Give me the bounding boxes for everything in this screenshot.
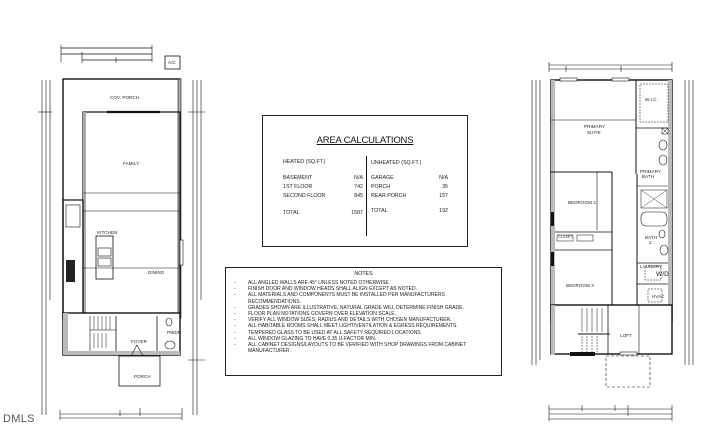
note-item: - VERIFY ALL WINDOW SIZES, RADIUS AND DETAILS WITH CHOSEN MANUFACTURER. — [234, 317, 496, 323]
room-label-dining: DINING — [148, 270, 165, 275]
room-label-wd: W/D — [656, 271, 669, 278]
room-label-bedroom-3: BEDROOM 3 — [566, 283, 594, 288]
room-label-closet: CLOSET — [558, 235, 573, 239]
notes-list — [234, 280, 496, 354]
room-label-laundry: LAUNDRY — [640, 264, 663, 269]
notes-title: NOTES — [354, 271, 373, 277]
note-item: - ALL CABINET DESIGNS/LAYOUTS TO BE VERIFIED WITH SHOP DRAWINGS FROM CABINET MANUFACTURER. — [234, 342, 496, 354]
heated-row-value: 742 — [354, 184, 363, 190]
heated-total-label: TOTAL — [283, 210, 300, 216]
room-label-hvac: HVAC — [652, 294, 665, 299]
note-item: - ALL ANGLED WALLS ARE 45° UNLESS NOTED OTHERWISE. — [234, 280, 496, 286]
note-item: - ALL HABITABLE ROOMS SHALL MEET LIGHT/VENTILATION & EGRESS REQUIREMENTS. — [234, 323, 496, 329]
unheated-row-label: REAR PORCH — [371, 193, 407, 199]
room-label-ac: A/C — [168, 60, 176, 65]
notes-panel — [225, 267, 502, 376]
area-calculations-title: AREA CALCULATIONS — [316, 135, 414, 146]
room-label-family: FAMILY — [123, 161, 140, 166]
room-label-primary-bath-2: BATH — [642, 174, 655, 179]
unheated-row-value: 157 — [439, 193, 448, 199]
heated-row-label: 1ST FLOOR — [283, 184, 313, 190]
room-label-primary-bath: PRIMARY — [640, 169, 662, 174]
room-label-porch: PORCH — [134, 374, 151, 379]
unheated-row-label: PORCH — [371, 184, 391, 190]
heated-row-label: BASEMENT — [283, 175, 313, 181]
unheated-total-value: 192 — [439, 208, 448, 214]
dmls-watermark: DMLS — [3, 413, 35, 425]
note-item: - ALL WINDOW GLAZING TO HAVE 0.35 U-FACTOR MIN. — [234, 336, 496, 342]
area-calculations-panel — [262, 115, 468, 247]
room-label-kitchen: KITCHEN — [97, 230, 118, 235]
note-item: - GRADES SHOWN ARE ILLUSTRATIVE, NATURAL GRADE WILL DETERMINE FINISH GRADE. — [234, 305, 496, 311]
room-label-powder: PWDR — [167, 330, 182, 335]
unheated-header: UNHEATED (SQ.FT.) — [371, 160, 422, 166]
unheated-row-label: GARAGE — [371, 175, 394, 181]
unheated-row-value: 35 — [442, 184, 448, 190]
note-item: - FINISH DOOR AND WINDOW HEADS SHALL ALIGN EXCEPT AS NOTED. — [234, 286, 496, 292]
room-label-cov-porch: COV. PORCH — [110, 95, 140, 100]
heated-total-value: 1587 — [351, 210, 363, 216]
note-item: - ALL MATERIALS AND COMPONENTS MUST BE INSTALLED PER MANUFACTURERS RECOMMENDATIONS. — [234, 292, 496, 304]
room-label-primary-suite: PRIMARY — [584, 124, 606, 129]
room-label-loft: LOFT — [620, 333, 632, 338]
room-label-bath-2: BATH — [645, 235, 658, 240]
heated-row-value: N/A — [354, 175, 363, 181]
unheated-row-value: N/A — [439, 175, 448, 181]
note-item: - FLOOR PLAN NOTATIONS GOVERN OVER ELEVATION SCALE. — [234, 311, 496, 317]
note-item: - TEMPERED GLASS TO BE USED AT ALL SAFETY REQUIRED LOCATIONS. — [234, 330, 496, 336]
room-label-primary-suite-2: SUITE — [587, 130, 601, 135]
heated-header: HEATED (SQ.FT.) — [283, 159, 326, 165]
unheated-total-label: TOTAL — [371, 208, 388, 214]
second-floor-plan — [532, 62, 693, 421]
room-label-bath-2-num: 2 — [649, 240, 652, 245]
heated-row-value: 845 — [354, 193, 363, 199]
room-label-foyer: FOYER — [131, 339, 148, 344]
room-label-wic: W.I.C. — [645, 97, 658, 102]
area-divider — [366, 156, 367, 236]
heated-row-label: SECOND FLOOR — [283, 193, 326, 199]
first-floor-plan — [38, 45, 205, 420]
room-label-bedroom-2: BEDROOM 2 — [568, 200, 596, 205]
